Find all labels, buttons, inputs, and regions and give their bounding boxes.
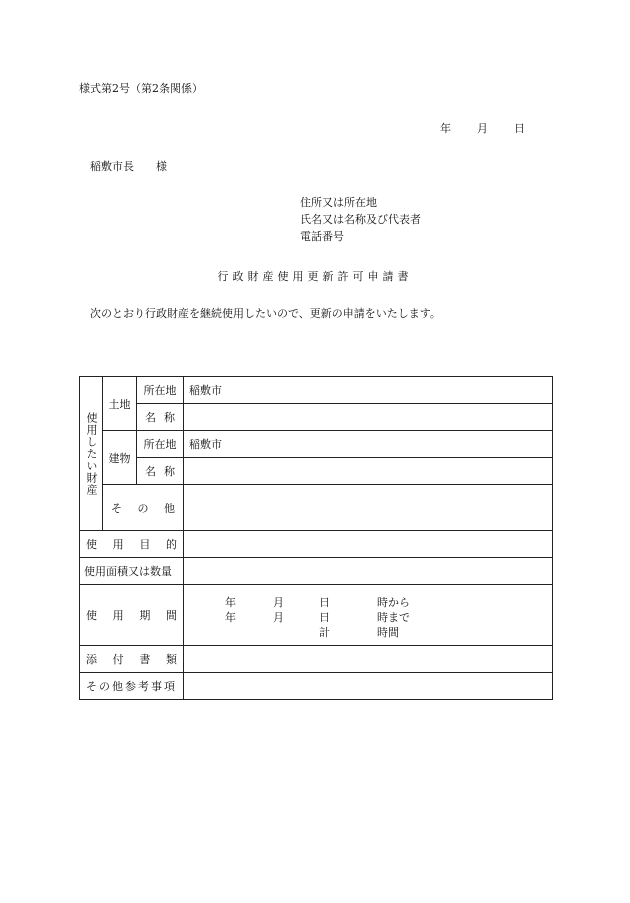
other-label: そ の 他: [103, 485, 184, 531]
area-field[interactable]: [184, 558, 553, 585]
applicant-phone-label: 電話番号: [300, 230, 344, 243]
table-row: [80, 646, 553, 673]
table-row: [80, 558, 553, 585]
table-row: [80, 431, 553, 458]
area-label: 使用面積又は数量: [80, 558, 184, 585]
applicant-address-label: 住所又は所在地: [300, 196, 377, 209]
application-table: [79, 376, 553, 700]
table-row: [80, 673, 553, 700]
period-label: 使 用 期 間: [80, 585, 184, 646]
building-name-label: 名 称: [137, 458, 184, 485]
addressee-title: 稲敷市長: [90, 160, 134, 173]
land-name-field[interactable]: [184, 404, 553, 431]
land-location-field[interactable]: 稲敷市: [184, 377, 553, 404]
applicant-name-label: 氏名又は名称及び代表者: [300, 213, 421, 226]
building-label: 建物: [103, 431, 137, 485]
building-location-field[interactable]: 稲敷市: [184, 431, 553, 458]
building-name-field[interactable]: [184, 458, 553, 485]
addressee: [90, 158, 167, 174]
statement-text: 次のとおり行政財産を継続使用したいので、更新の申請をいたします。: [90, 307, 441, 320]
land-label: 土地: [103, 377, 137, 431]
attachments-label: 添 付 書 類: [80, 646, 184, 673]
land-location-label: 所在地: [137, 377, 184, 404]
table-row: [80, 531, 553, 558]
date-year: 年: [440, 122, 451, 135]
property-header-cell: [80, 377, 103, 531]
land-name-label: 名 称: [137, 404, 184, 431]
applicant-block: [300, 194, 421, 245]
table-row: [80, 585, 553, 646]
date-month: 月: [477, 122, 488, 135]
table-row: [80, 458, 553, 485]
addressee-honorific: 様: [156, 160, 167, 173]
remarks-label: その他参考事項: [80, 673, 184, 700]
other-field[interactable]: [184, 485, 553, 531]
property-header: 使用したい財産: [85, 411, 98, 496]
table-row: [80, 404, 553, 431]
period-field[interactable]: 年 月 日 時から 年 月 日 時まで 計 時間: [184, 585, 553, 646]
attachments-field[interactable]: [184, 646, 553, 673]
date-line: [440, 120, 525, 136]
date-day: 日: [514, 122, 525, 135]
document-title: 行政財産使用更新許可申請書: [217, 270, 413, 283]
table-row: [80, 485, 553, 531]
building-location-label: 所在地: [137, 431, 184, 458]
form-number: 様式第2号（第2条関係）: [79, 82, 203, 95]
purpose-field[interactable]: [184, 531, 553, 558]
purpose-label: 使 用 目 的: [80, 531, 184, 558]
table-row: [80, 377, 553, 404]
remarks-field[interactable]: [184, 673, 553, 700]
